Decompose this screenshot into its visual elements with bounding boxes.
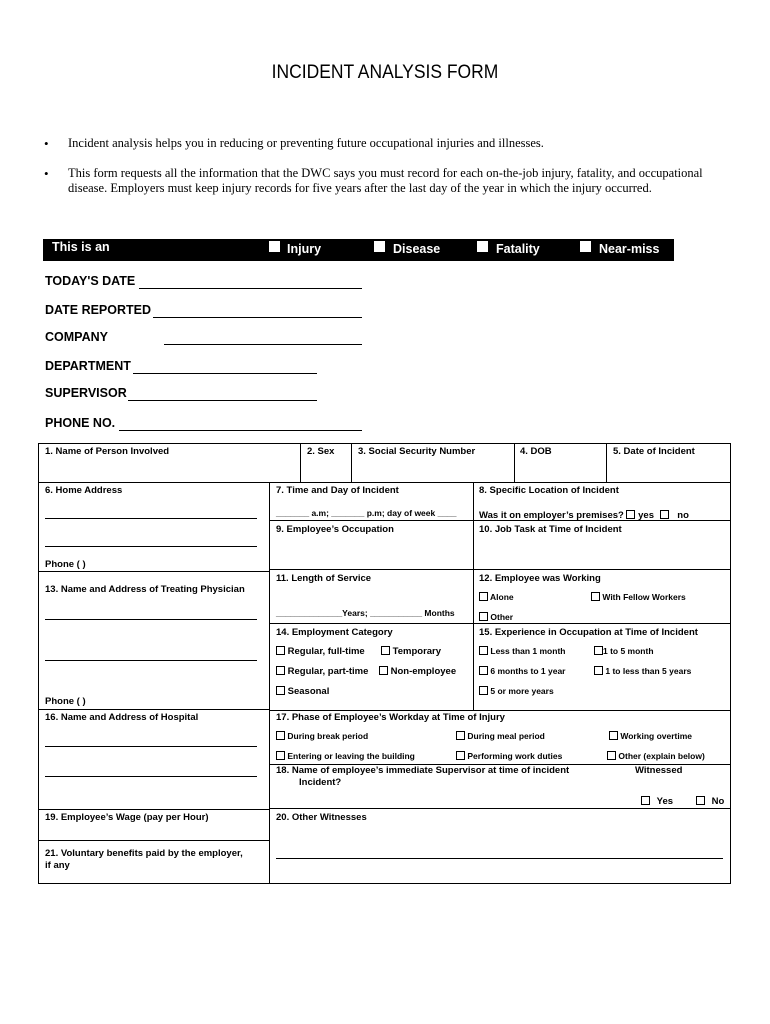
- phase-checkbox[interactable]: [276, 731, 285, 740]
- hospital-line[interactable]: [45, 746, 257, 747]
- divider: [38, 709, 269, 710]
- physician-line[interactable]: [45, 660, 257, 661]
- field-21-label: 21. Voluntary benefits paid by the employer,: [45, 848, 243, 859]
- divider: [300, 443, 301, 482]
- field-8-label: 8. Specific Location of Incident: [479, 485, 619, 496]
- field-7-line[interactable]: _______ a.m; _______ p.m; day of week ____: [276, 508, 457, 518]
- exp-option[interactable]: [594, 646, 654, 656]
- phase-label: During meal period: [467, 731, 545, 741]
- exp-checkbox[interactable]: [479, 646, 488, 655]
- divider: [38, 482, 731, 483]
- phone-no-label: PHONE NO.: [45, 416, 116, 430]
- divider: [269, 482, 270, 884]
- witnessed-yes-label: Yes: [656, 796, 674, 807]
- exp-option[interactable]: [479, 646, 565, 656]
- witnessed-label: Witnessed: [635, 765, 683, 776]
- phase-option[interactable]: [609, 731, 692, 741]
- bullet-item: [44, 166, 738, 196]
- form-title: INCIDENT ANALYSIS FORM: [271, 62, 499, 83]
- part-time-label: Regular, part-time: [287, 666, 369, 677]
- disease-label: Disease: [393, 242, 441, 256]
- bullet-text: This form requests all the information that the DWC says you must record for each on-the-job injury, fatality, and occupational disease. Employers must keep injury records for five years after the last day of the year in which the injury occurred.: [68, 166, 703, 195]
- divider: [269, 710, 731, 711]
- supervisor-field[interactable]: [128, 400, 317, 401]
- bullet-dot: •: [44, 166, 49, 181]
- seasonal-option[interactable]: [276, 686, 329, 697]
- field-14-label: 14. Employment Category: [276, 627, 393, 638]
- phase-label: Entering or leaving the building: [287, 751, 415, 761]
- field-21-label-b: if any: [45, 860, 70, 871]
- phase-option[interactable]: [276, 751, 415, 761]
- field-19-label: 19. Employee’s Wage (pay per Hour): [45, 812, 209, 823]
- field-2-label: 2. Sex: [307, 446, 335, 457]
- fatality-label: Fatality: [496, 242, 540, 256]
- injury-checkbox[interactable]: [269, 241, 280, 252]
- date-reported-label: DATE REPORTED: [45, 303, 152, 317]
- field-20-label: 20. Other Witnesses: [276, 812, 367, 823]
- other-label: Other: [490, 612, 514, 622]
- phase-checkbox[interactable]: [456, 731, 465, 740]
- banner-label: This is an: [52, 240, 110, 254]
- near-miss-checkbox[interactable]: [580, 241, 591, 252]
- other-witnesses-line[interactable]: [276, 858, 723, 859]
- divider: [514, 443, 515, 482]
- field-7-label: 7. Time and Day of Incident: [276, 485, 399, 496]
- seasonal-checkbox[interactable]: [276, 686, 285, 695]
- fellow-workers-option[interactable]: [591, 592, 686, 602]
- temporary-checkbox[interactable]: [381, 646, 390, 655]
- home-address-line[interactable]: [45, 546, 257, 547]
- non-employee-label: Non-employee: [390, 666, 457, 677]
- field-3-label: 3. Social Security Number: [358, 446, 476, 457]
- exp-label: Less than 1 month: [490, 646, 566, 656]
- phase-option[interactable]: [456, 751, 562, 761]
- field-6-label: 6. Home Address: [45, 485, 123, 496]
- disease-checkbox[interactable]: [374, 241, 385, 252]
- date-reported-field[interactable]: [153, 317, 362, 318]
- phase-option[interactable]: [607, 751, 705, 761]
- company-field[interactable]: [164, 344, 362, 345]
- divider: [606, 443, 607, 482]
- full-time-label: Regular, full-time: [287, 646, 365, 657]
- near-miss-label: Near-miss: [599, 242, 660, 256]
- exp-label: 1 to less than 5 years: [605, 666, 692, 676]
- phase-label: During break period: [287, 731, 369, 741]
- phase-option[interactable]: [456, 731, 545, 741]
- divider: [38, 571, 269, 572]
- witnessed-yes-checkbox[interactable]: [641, 796, 650, 805]
- phase-checkbox[interactable]: [609, 731, 618, 740]
- divider: [269, 808, 731, 809]
- exp-label: 1 to 5 month: [603, 646, 654, 656]
- bullet-dot: •: [44, 136, 49, 151]
- premises-question-text: Was it on employer’s premises?: [479, 510, 624, 521]
- premises-yes-label: yes: [638, 510, 654, 521]
- premises-no-label: no: [677, 510, 689, 521]
- premises-yes-checkbox[interactable]: [626, 510, 635, 519]
- phone-b-label: Phone ( ): [45, 696, 86, 707]
- divider: [473, 482, 474, 710]
- non-employee-option[interactable]: [379, 666, 456, 677]
- alone-label: Alone: [490, 592, 514, 602]
- divider: [269, 569, 731, 570]
- phone-no-field[interactable]: [119, 430, 362, 431]
- fatality-checkbox[interactable]: [477, 241, 488, 252]
- injury-label: Injury: [287, 242, 322, 256]
- exp-option[interactable]: [594, 666, 691, 676]
- non-employee-checkbox[interactable]: [379, 666, 388, 675]
- divider: [38, 809, 269, 810]
- department-field[interactable]: [133, 373, 317, 374]
- incident-type-banner: [43, 239, 674, 261]
- todays-date-label: TODAY'S DATE: [45, 274, 136, 288]
- field-18-label-b: Incident?: [299, 777, 342, 788]
- physician-line[interactable]: [45, 619, 257, 620]
- field-13-label: 13. Name and Address of Treating Physician: [45, 584, 245, 595]
- exp-checkbox[interactable]: [594, 666, 603, 675]
- full-time-checkbox[interactable]: [276, 646, 285, 655]
- phase-checkbox[interactable]: [456, 751, 465, 760]
- company-label: COMPANY: [45, 330, 108, 344]
- department-label: DEPARTMENT: [45, 359, 131, 373]
- temporary-option[interactable]: [381, 646, 441, 657]
- exp-checkbox[interactable]: [479, 686, 488, 695]
- alone-option[interactable]: [479, 592, 514, 602]
- field-1-label: 1. Name of Person Involved: [45, 446, 170, 457]
- phase-label: Other (explain below): [618, 751, 705, 761]
- exp-checkbox[interactable]: [479, 666, 488, 675]
- divider: [269, 520, 731, 521]
- phase-checkbox[interactable]: [607, 751, 616, 760]
- witnessed-yes-option[interactable]: [641, 796, 673, 807]
- alone-checkbox[interactable]: [479, 592, 488, 601]
- seasonal-label: Seasonal: [287, 686, 330, 697]
- field-11-line[interactable]: ______________Years; ___________ Months: [276, 608, 455, 618]
- temporary-label: Temporary: [392, 646, 442, 657]
- field-15-label: 15. Experience in Occupation at Time of Incident: [479, 627, 698, 638]
- phone-a-label: Phone ( ): [45, 559, 86, 570]
- exp-checkbox[interactable]: [594, 646, 603, 655]
- other-checkbox[interactable]: [479, 612, 488, 621]
- exp-label: 6 months to 1 year: [490, 666, 566, 676]
- witnessed-no-checkbox[interactable]: [696, 796, 705, 805]
- part-time-option[interactable]: [276, 666, 368, 677]
- field-4-label: 4. DOB: [520, 446, 552, 457]
- home-address-line[interactable]: [45, 518, 257, 519]
- fellow-workers-checkbox[interactable]: [591, 592, 600, 601]
- field-16-label: 16. Name and Address of Hospital: [45, 712, 199, 723]
- divider: [351, 443, 352, 482]
- part-time-checkbox[interactable]: [276, 666, 285, 675]
- supervisor-label: SUPERVISOR: [45, 386, 127, 400]
- full-time-option[interactable]: [276, 646, 365, 657]
- hospital-line[interactable]: [45, 776, 257, 777]
- field-17-label: 17. Phase of Employee’s Workday at Time of Injury: [276, 712, 505, 723]
- phase-option[interactable]: [276, 731, 368, 741]
- other-option[interactable]: [479, 612, 513, 622]
- field-9-label: 9. Employee’s Occupation: [276, 524, 394, 535]
- witnessed-no-option[interactable]: [696, 796, 724, 807]
- field-11-label: 11. Length of Service: [276, 573, 372, 584]
- fellow-workers-label: With Fellow Workers: [602, 592, 686, 602]
- bullet-text: Incident analysis helps you in reducing or preventing future occupational injuries and illnesses.: [68, 136, 544, 150]
- exp-option[interactable]: [479, 686, 554, 696]
- divider: [269, 623, 731, 624]
- premises-no-checkbox[interactable]: [660, 510, 669, 519]
- exp-label: 5 or more years: [490, 686, 554, 696]
- field-5-label: 5. Date of Incident: [613, 446, 695, 457]
- phase-label: Performing work duties: [467, 751, 563, 761]
- field-10-label: 10. Job Task at Time of Incident: [479, 524, 622, 535]
- field-12-label: 12. Employee was Working: [479, 573, 601, 584]
- phase-label: Working overtime: [620, 731, 693, 741]
- field-18-label: 18. Name of employee’s immediate Supervisor at time of incident: [276, 765, 570, 776]
- witnessed-no-label: No: [711, 796, 725, 807]
- divider: [38, 840, 269, 841]
- exp-option[interactable]: [479, 666, 565, 676]
- todays-date-field[interactable]: [139, 288, 362, 289]
- bullet-item: [44, 136, 738, 151]
- phase-checkbox[interactable]: [276, 751, 285, 760]
